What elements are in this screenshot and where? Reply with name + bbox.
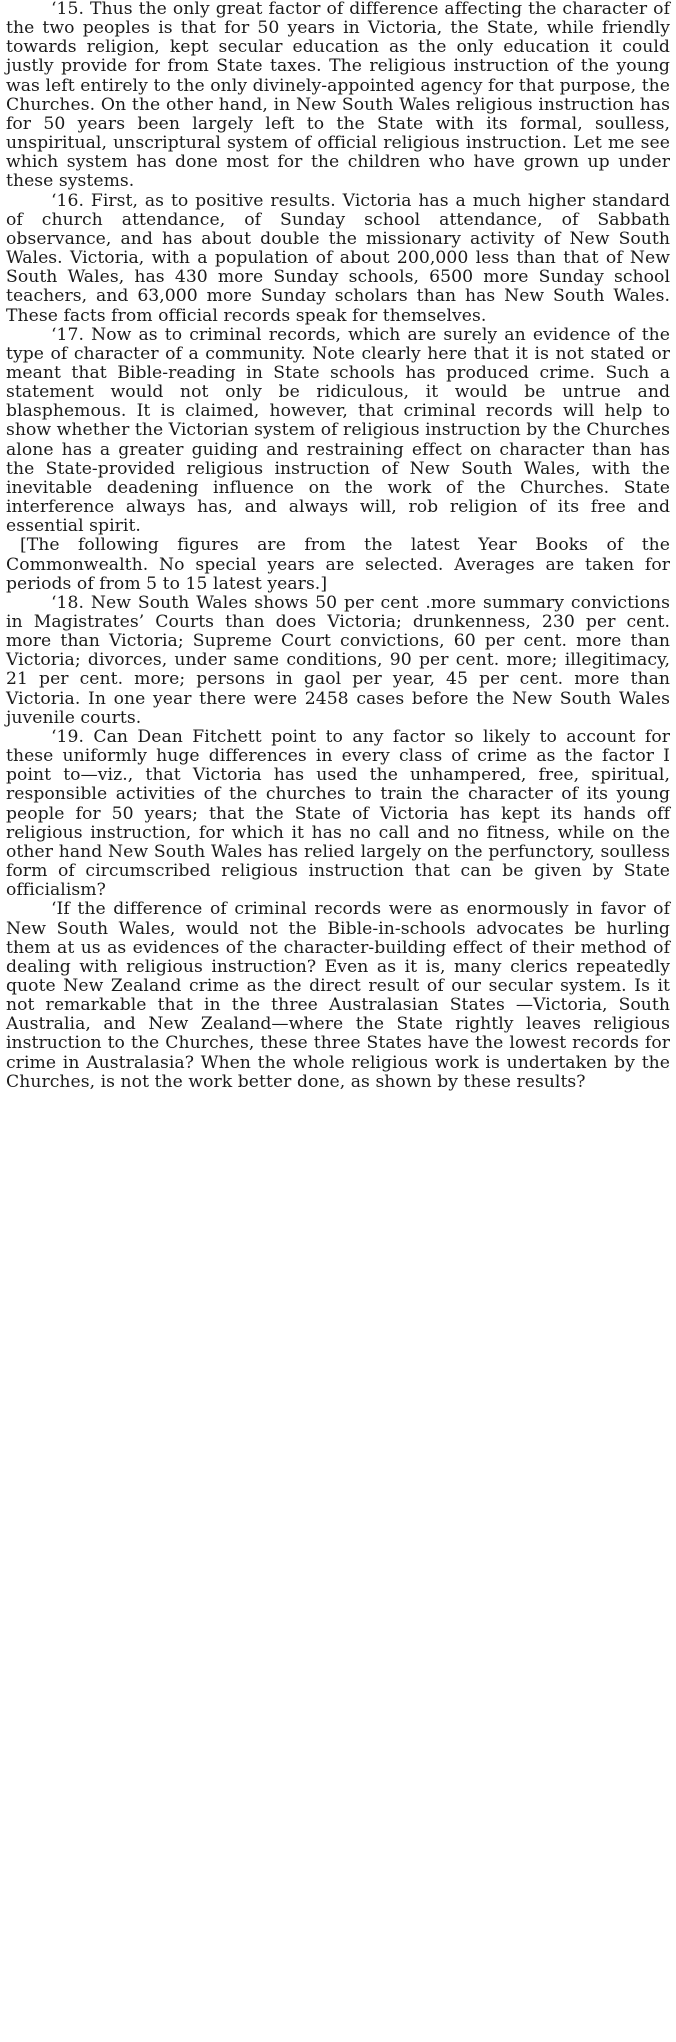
paragraph-15: ‘15. Thus the only great factor of difference affecting the character of the two peoples is that for 50 years in Victoria, the State, while friendly towards religion, kept secular education as the only education it could justly provide for from State taxes. The religious instruction of the young was left entirely to the only divinely-appointed agency for that purpose, the Churches. On the other hand, in New South Wales religious instruction has for 50 years been largely left to the State with its formal, soulless, unspiritual, unscriptural system of official religious instruction. Let me see which system has done most for the children who have grown up under these systems.: [6, 0, 670, 192]
paragraph-17: ‘17. Now as to criminal records, which are surely an evidence of the type of character of a community. Note clearly here that it is not stated or meant that Bible-reading in State schools has produced crime. Such a statement would not only be ridiculous, it would be untrue and blasphemous. It is claimed, however, that criminal records will help to show whether the Victorian system of religious instruction by the Churches alone has a greater guiding and restraining effect on character than has the State-provided religious instruction of New South Wales, with the inevitable deadening influence on the work of the Churches. State interference always has, and always will, rob religion of its free and essential spirit.: [6, 324, 670, 537]
paragraph-20: ‘If the difference of criminal records were as enormously in favor of New South Wales, would not the Bible-in-schools advocates be hurling them at us as evidences of the character-building effect of their method of dealing with religious instruction? Even as it is, many clerics repeatedly quote New Zealand crime as the direct result of our secular system. Is it not remarkable that in the three Australasian States —Victoria, South Australia, and New Zealand—where the State rightly leaves religious instruction to the Churches, these three States have the lowest records for crime in Australasia? When the whole religious work is undertaken by the Churches, is not the work better done, as shown by these results?: [6, 899, 670, 1092]
paragraph-18: ‘18. New South Wales shows 50 per cent .more summary convictions in Magistrates’ Courts than does Victoria; drunkenness, 230 per cent. more than Victoria; Supreme Court convictions, 60 per cent. more than Victoria; divorces, under same conditions, 90 per cent. more; illegitimacy, 21 per cent. more; persons in gaol per year, 45 per cent. more than Victoria. In one year there were 2458 cases before the New South Wales juvenile courts.: [6, 592, 670, 728]
editorial-note: [The following figures are from the latest Year Books of the Commonwealth. No special years are selected. Averages are taken for periods of from 5 to 15 latest years.]: [6, 535, 670, 594]
paragraph-16: ‘16. First, as to positive results. Victoria has a much higher standard of church attendance, of Sunday school attendance, of Sabbath observance, and has about double the missionary activity of New South Wales. Victoria, with a population of about 200,000 less than that of New South Wales, has 430 more Sunday schools, 6500 more Sunday school teachers, and 63,000 more Sunday scholars than has New South Wales. These facts from official records speak for themselves.: [6, 190, 670, 326]
article-column: [6, 0, 670, 1092]
paragraph-19: ‘19. Can Dean Fitchett point to any factor so likely to account for these uniformly huge differences in every class of crime as the factor I point to—viz., that Victoria has used the unhampered, free, spiritual, responsible activities of the churches to train the character of its young people for 50 years; that the State of Victoria has kept its hands off religious instruction, for which it has no call and no fitness, while on the other hand New South Wales has relied largely on the perfunctory, soulless form of circumscribed religious instruction that can be given by State officialism?: [6, 726, 670, 901]
